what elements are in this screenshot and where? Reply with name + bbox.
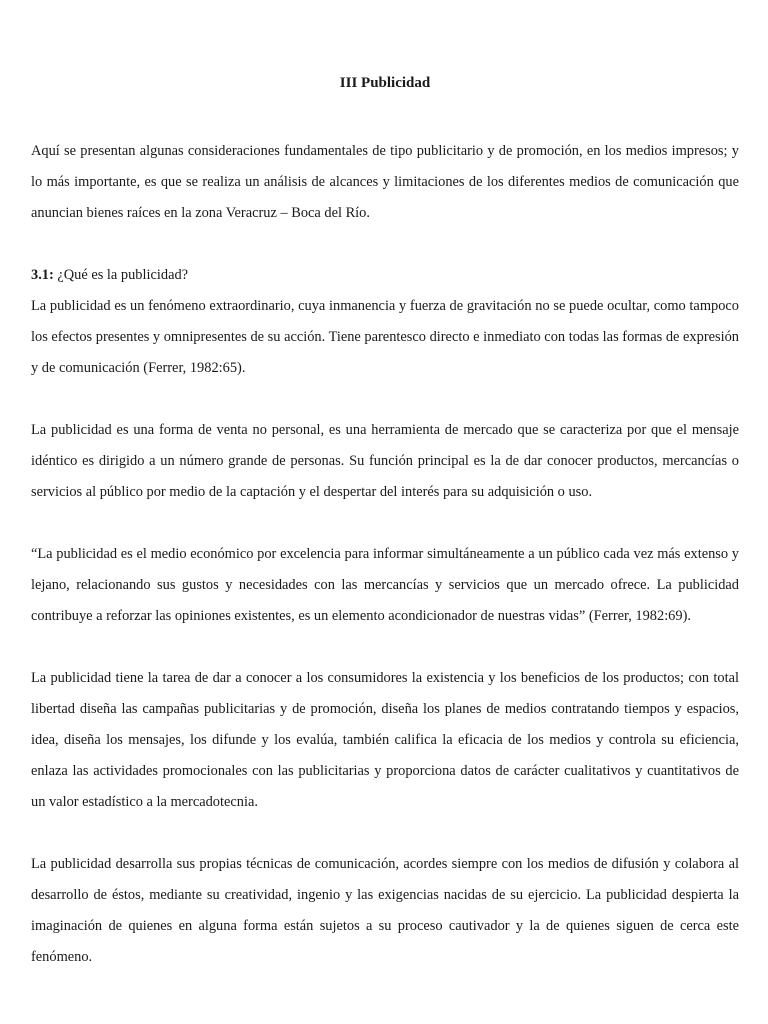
spacer: [31, 229, 739, 260]
section-heading-text: ¿Qué es la publicidad?: [53, 267, 189, 283]
document-page: [31, 72, 739, 973]
spacer: [31, 384, 739, 415]
spacer: [31, 508, 739, 539]
section-number: 3.1:: [31, 267, 54, 283]
body-paragraph: La publicidad desarrolla sus propias técnicas de comunicación, acordes siempre con los medios de difusión y colabora al desarrollo de éstos, mediante su creatividad, ingenio y las exigencias nacidas de su ejercicio. La publicidad despierta la imaginación de quienes en alguna forma están sujetos a su proceso cautivador y la de quienes siguen de cerca este fenómeno.: [31, 856, 739, 965]
body-paragraph: La publicidad es una forma de venta no personal, es una herramienta de mercado que se caracteriza por que el mensaje idéntico es dirigido a un número grande de personas. Su función principal es la de dar conocer productos, mercancías o servicios al público por medio de la captación y el despertar del interés para su adquisición o uso.: [31, 422, 739, 500]
body-paragraph: La publicidad tiene la tarea de dar a conocer a los consumidores la existencia y los beneficios de los productos; con total libertad diseña las campañas publicitarias y de promoción, diseña los planes de medios contratando tiempos y espacios, idea, diseña los mensajes, los difunde y los evalúa, también califica la eficacia de los medios y controla su eficiencia, enlaza las actividades promocionales con las publicitarias y proporciona datos de carácter cualitativos y cuantitativos de un valor estadístico a la mercadotecnia.: [31, 670, 739, 810]
intro-paragraph: Aquí se presentan algunas consideraciones fundamentales de tipo publicitario y de promoción, en los medios impresos; y lo más importante, es que se realiza un análisis de alcances y limitaciones de los diferentes medios de comunicación que anuncian bienes raíces en la zona Veracruz – Boca del Río.: [31, 143, 739, 221]
spacer: [31, 818, 739, 849]
quote-paragraph: “La publicidad es el medio económico por excelencia para informar simultáneamente a un público cada vez más extenso y lejano, relacionando sus gustos y necesidades con las mercancías y servicios que un mercado ofrece. La publicidad contribuye a reforzar las opiniones existentes, es un elemento acondicionador de nuestras vidas” (Ferrer, 1982:69).: [31, 546, 739, 624]
section-heading: [31, 260, 739, 291]
body-paragraph: La publicidad es un fenómeno extraordinario, cuya inmanencia y fuerza de gravitación no se puede ocultar, como tampoco los efectos presentes y omnipresentes de su acción. Tiene parentesco directo e inmediato con todas las formas de expresión y de comunicación (Ferrer, 1982:65).: [31, 298, 739, 376]
spacer: [31, 632, 739, 663]
document-title: III Publicidad: [339, 75, 431, 91]
spacer: [31, 94, 739, 136]
